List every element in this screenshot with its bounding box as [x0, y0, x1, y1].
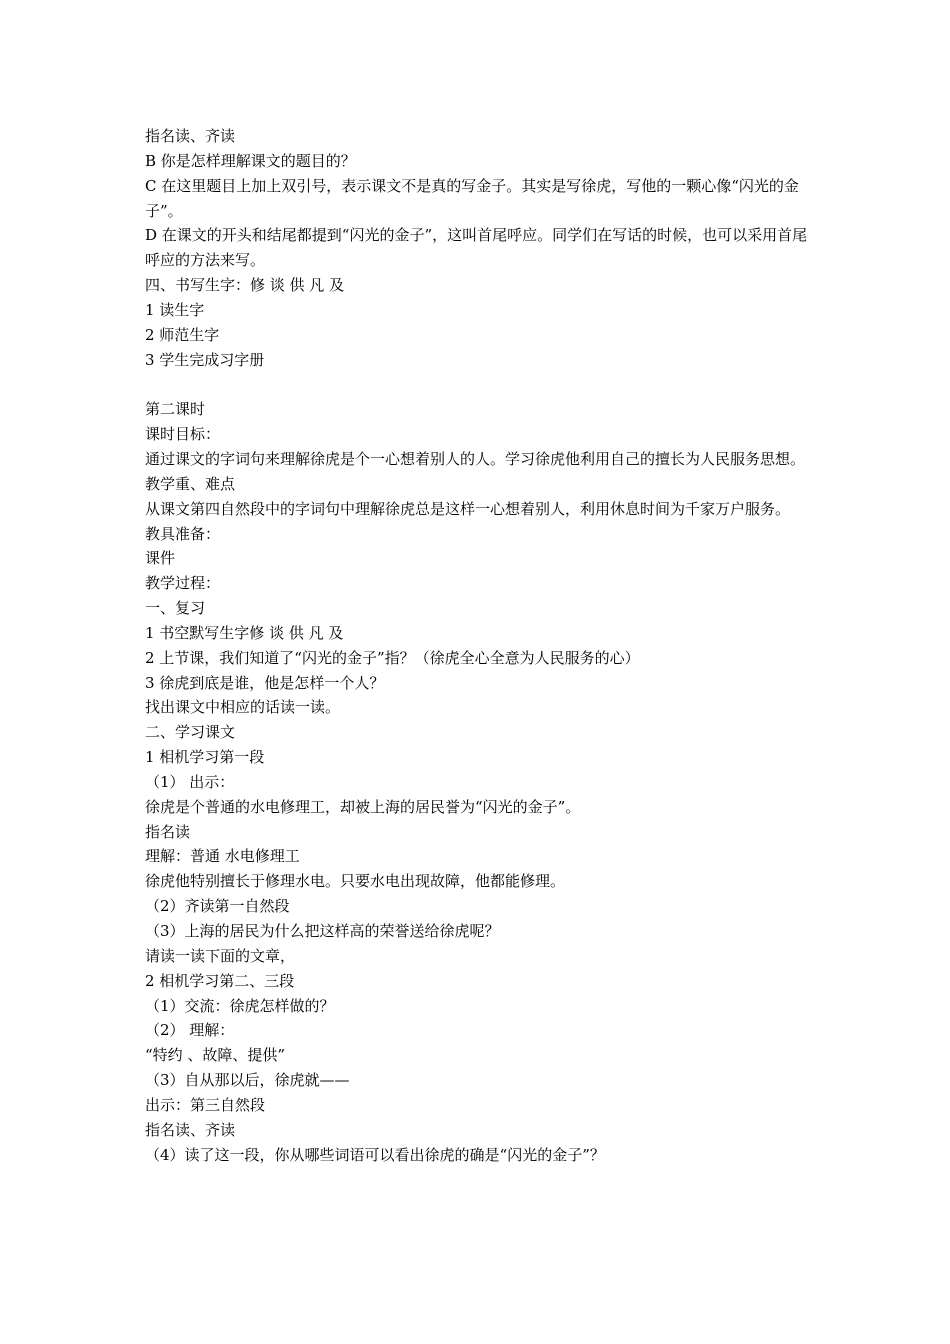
text-line: 3 徐虎到底是谁，他是怎样一个人？ — [145, 673, 385, 692]
text-line: （2）齐读第一自然段 — [145, 897, 290, 916]
text-line: 3 学生完成习字册 — [145, 350, 265, 369]
text-line: 课时目标： — [145, 425, 221, 444]
text-line: 请读一读下面的文章， — [145, 946, 296, 965]
text-line: 2 上节课，我们知道了“闪光的金子”指？（徐虎全心全意为人民服务的心） — [145, 648, 640, 667]
text-line: （2） 理解： — [145, 1021, 235, 1040]
text-line: （3）自从那以后，徐虎就—— — [145, 1071, 350, 1090]
text-line: C 在这里题目上加上双引号，表示课文不是真的写金子。其实是写徐虎，写他的一颗心像“闪光的金子”。 — [145, 176, 799, 220]
text-line: 指名读、齐读 — [145, 127, 236, 145]
text-line: 指名读、齐读 — [145, 1120, 236, 1139]
text-line: 教具准备： — [145, 524, 221, 543]
text-line: “特约 、故障、提供” — [145, 1046, 286, 1065]
text-line: 徐虎是个普通的水电修理工，却被上海的居民誉为“闪光的金子”。 — [145, 797, 581, 816]
text-line: 指名读 — [145, 822, 191, 841]
text-line: B 你是怎样理解课文的题目的？ — [145, 151, 356, 170]
text-line: 课件 — [145, 549, 176, 568]
text-line: 2 师范生字 — [145, 325, 220, 344]
text-line: 1 书空默写生字修 谈 供 凡 及 — [145, 623, 344, 642]
text-line: 找出课文中相应的话读一读。 — [145, 698, 341, 717]
text-line: D 在课文的开头和结尾都提到“闪光的金子”，这叫首尾呼应。同学们在写话的时候，也可以采用首尾呼应的方法来写。 — [145, 226, 808, 270]
text-line: 出示：第三自然段 — [145, 1095, 266, 1114]
text-line: 1 相机学习第一段 — [145, 748, 265, 767]
text-line: 1 读生字 — [145, 300, 205, 319]
text-line: 教学过程： — [145, 574, 221, 593]
document-body — [145, 124, 810, 1167]
section-heading: 二、学习课文 — [145, 723, 236, 742]
text-line: （1） 出示： — [145, 772, 235, 791]
text-line: 教学重、难点 — [145, 474, 236, 493]
lesson-heading: 第二课时 — [145, 400, 206, 419]
text-line: 理解：普通 水电修理工 — [145, 847, 300, 866]
text-line: 通过课文的字词句来理解徐虎是个一心想着别人的人。学习徐虎他利用自己的擅长为人民服务思想。 — [145, 449, 806, 468]
section-heading: 四、书写生字：修 谈 供 凡 及 — [145, 276, 345, 295]
text-line: （3）上海的居民为什么把这样高的荣誉送给徐虎呢？ — [145, 922, 500, 940]
text-line: （4）读了这一段，你从哪些词语可以看出徐虎的确是“闪光的金子”？ — [145, 1145, 605, 1164]
section-heading: 一、复习 — [145, 599, 206, 618]
text-line: （1）交流：徐虎怎样做的？ — [145, 996, 335, 1015]
text-line: 2 相机学习第二、三段 — [145, 971, 295, 990]
text-line: 徐虎他特别擅长于修理水电。只要水电出现故障，他都能修理。 — [145, 872, 566, 891]
blank-line — [145, 372, 810, 397]
text-line: 从课文第四自然段中的字词句中理解徐虎总是这样一心想着别人，利用休息时间为千家万户服务。 — [145, 499, 791, 518]
